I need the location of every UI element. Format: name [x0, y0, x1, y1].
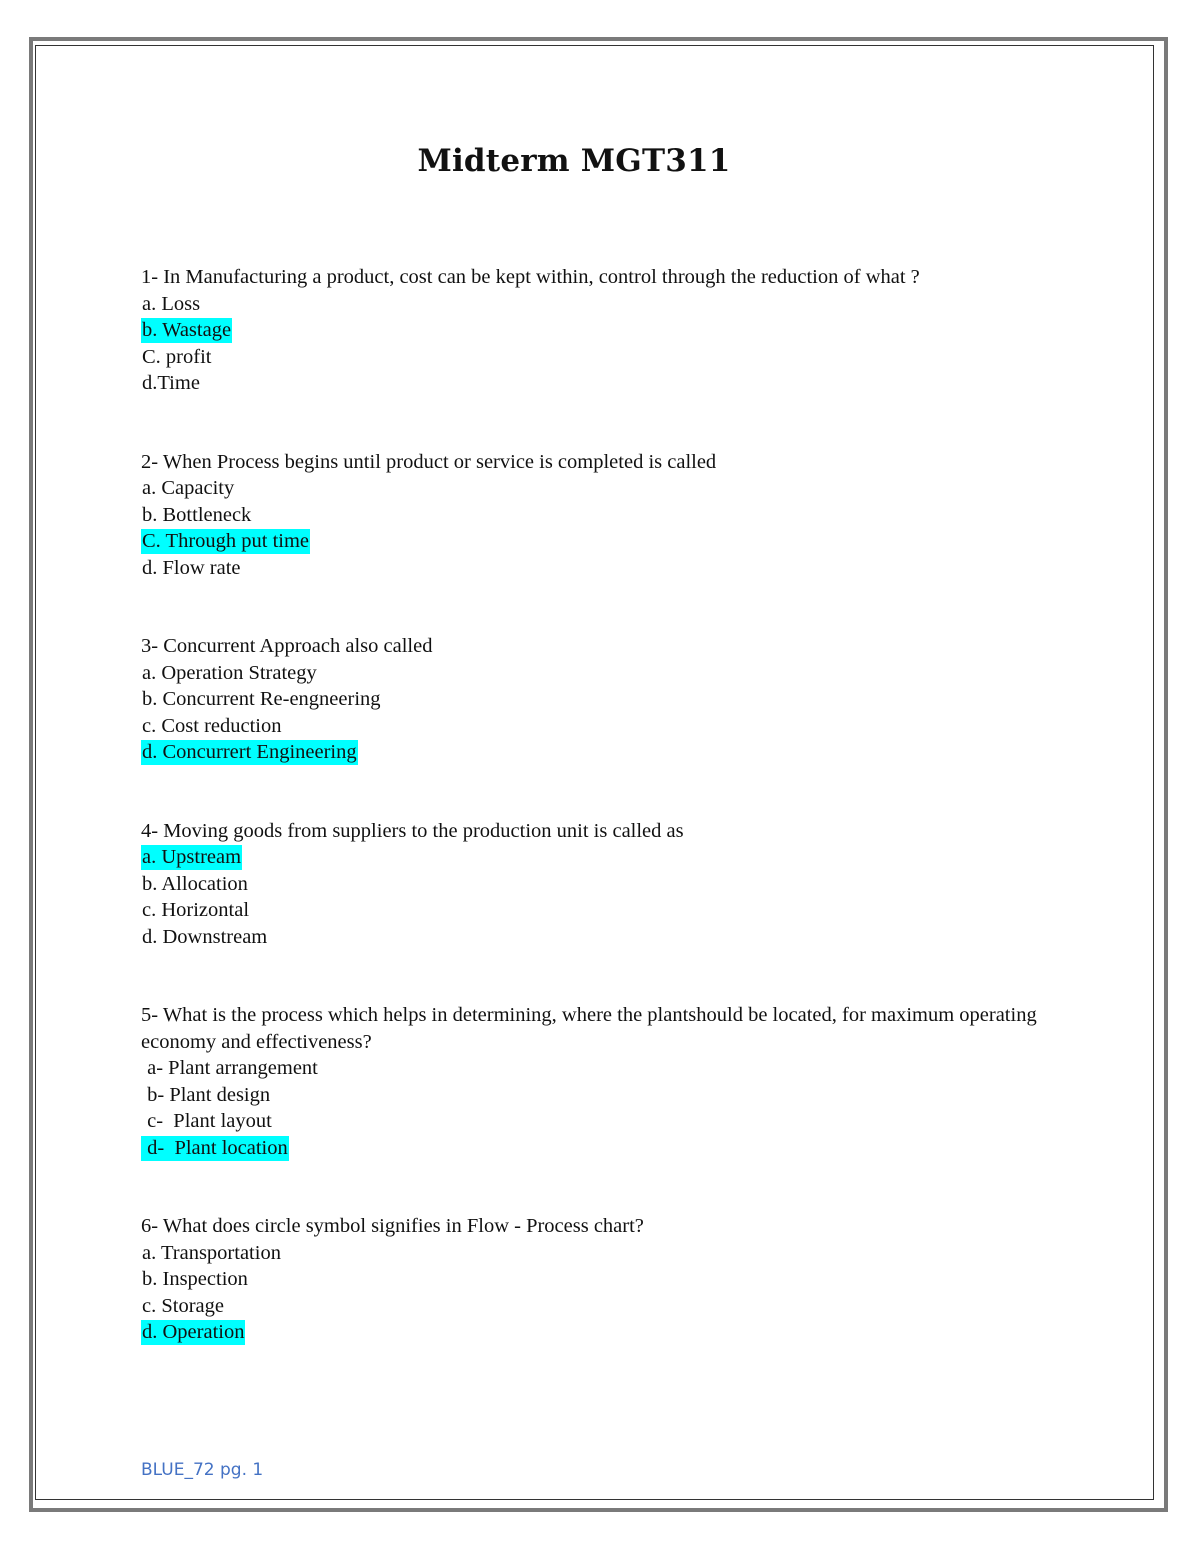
question-4 — [141, 818, 1081, 951]
answer-option: b. Bottleneck — [142, 503, 252, 526]
answer-option: a. Capacity — [142, 477, 235, 499]
answer-option: b. Inspection — [142, 1268, 248, 1290]
correct-answer-option: C. Through put time — [142, 530, 310, 552]
answer-option: c. Cost reduction — [142, 714, 282, 737]
question-5 — [141, 1002, 1081, 1161]
question-2 — [141, 449, 1081, 582]
answer-option: b. Concurrent Re-engneering — [142, 688, 381, 710]
answer-option: b- Plant design — [142, 1083, 271, 1106]
question-text: 5- What is the process which helps in determining, where the plantshould be located, for maximum operating economy and effectiveness? — [141, 1004, 1042, 1053]
page-footer: BLUE_72 pg. 1 — [141, 1460, 264, 1480]
correct-answer-option: b. Wastage — [142, 319, 232, 341]
question-text: 4- Moving goods from suppliers to the production unit is called as — [141, 819, 684, 842]
answer-option: a. Transportation — [142, 1241, 281, 1264]
answer-option: C. profit — [142, 345, 212, 368]
question-3 — [141, 633, 1081, 766]
question-6 — [141, 1213, 1081, 1346]
correct-answer-option: a. Upstream — [142, 846, 242, 868]
correct-answer-option: d. Operation — [142, 1321, 245, 1343]
question-text: 3- Concurrent Approach also called — [141, 635, 433, 657]
correct-answer-option: d. Concurrert Engineering — [142, 741, 357, 763]
question-1 — [141, 264, 1081, 397]
answer-option: c. Storage — [142, 1294, 224, 1317]
question-text: 1- In Manufacturing a product, cost can be kept within, control through the reduction of what ? — [141, 266, 920, 288]
document-title: Midterm MGT311 — [417, 143, 731, 179]
question-list — [141, 264, 1081, 1398]
answer-option: d. Flow rate — [142, 556, 241, 579]
answer-option: c. Horizontal — [142, 899, 250, 921]
question-text: 2- When Process begins until product or service is completed is called — [141, 450, 717, 473]
answer-option: c- Plant layout — [142, 1110, 272, 1132]
answer-option: a- Plant arrangement — [142, 1057, 318, 1079]
correct-answer-option: d- Plant location — [142, 1136, 288, 1159]
answer-option: b. Allocation — [142, 872, 248, 895]
question-text: 6- What does circle symbol signifies in Flow - Process chart? — [141, 1215, 644, 1237]
answer-option: a. Operation Strategy — [142, 661, 317, 684]
answer-option: a. Loss — [142, 292, 201, 315]
answer-option: d. Downstream — [142, 925, 268, 948]
answer-option: d.Time — [142, 372, 200, 394]
